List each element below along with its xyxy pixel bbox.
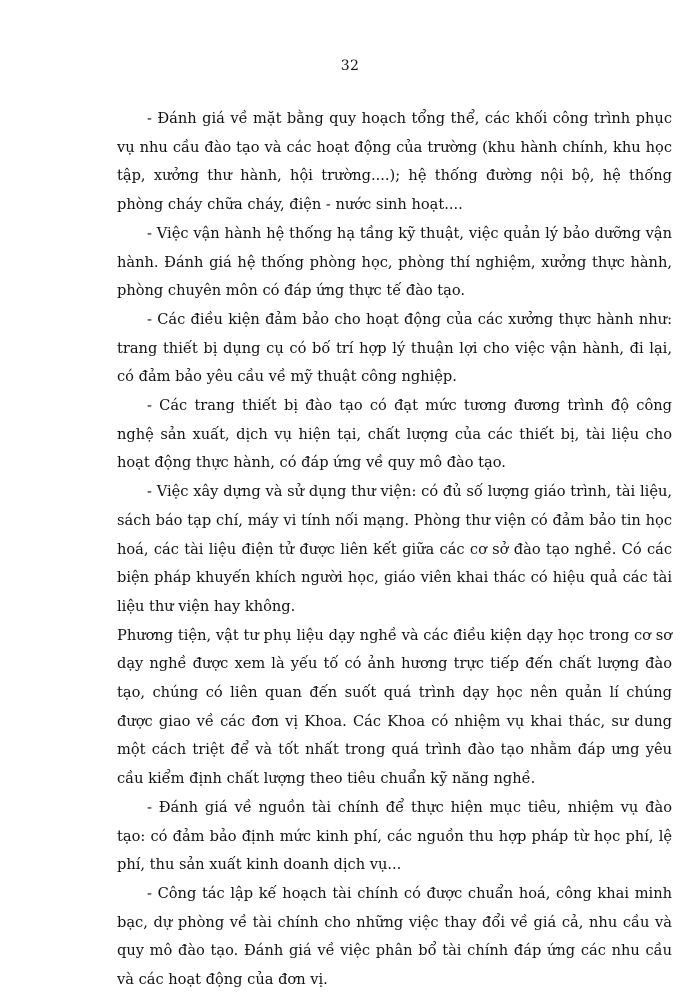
paragraph-teaching-materials: Phương tiện, vật tư phụ liệu dạy nghề và các điều kiện dạy học trong cơ sơ dạy nghề được xem là yếu tố có ảnh hương trực tiếp đến chất lượng đào tạo, chúng có liên quan đến suốt quá trình dạy học nên quản lí chúng được giao về các đơn vị Khoa. Các Khoa có nhiệm vụ khai thác, sư dung một cách triệt để và tốt nhất trong quá trình đào tạo nhằm đáp ưng yêu cầu kiểm định chất lượng theo tiêu chuẩn kỹ năng nghề. (117, 626, 672, 788)
page-number: 32 (340, 58, 360, 74)
paragraph-library: - Việc xây dựng và sử dụng thư viện: có đủ số lượng giáo trình, tài liệu, sách báo tạp chí, máy vi tính nối mạng. Phòng thư viện có đảm bảo tin học hoá, các tài liệu điện tử được liên kết giữa các cơ sở đào tạo nghề. Có các biện pháp khuyến khích người học, giáo viên khai thác có hiệu quả các tài liệu thư viện hay không. (117, 483, 672, 615)
paragraph-finance-sources: - Đánh giá về nguồn tài chính để thực hiện mục tiêu, nhiệm vụ đào tạo: có đảm bảo định mức kinh phí, các nguồn thu hợp pháp từ học phí, lệ phí, thu sản xuất kinh doanh dịch vụ... (117, 798, 672, 874)
paragraph-workshop-conditions: - Các điều kiện đảm bảo cho hoạt động của các xưởng thực hành như: trang thiết bị dụng cụ có bố trí hợp lý thuận lợi cho việc vận hành, đi lại, có đảm bảo yêu cầu về mỹ thuật công nghiệp. (117, 310, 672, 386)
paragraph-financial-planning: - Công tác lập kế hoạch tài chính có được chuẩn hoá, công khai minh bạc, dự phòng về tài chính cho những việc thay đổi về giá cả, nhu cầu và quy mô đào tạo. Đánh giá về việc phân bổ tài chính đáp ứng các nhu cầu và các hoạt động của đơn vị. (117, 884, 672, 989)
paragraph-campus-planning: - Đánh giá về mặt bằng quy hoạch tổng thể, các khối công trình phục vụ nhu cầu đào tạo và các hoạt động của trường (khu hành chính, khu học tập, xưởng thư hành, hội trường....); hệ thống đường nội bộ, hệ thống phòng cháy chữa cháy, điện - nước sinh hoạt.... (117, 110, 672, 214)
body-text (117, 105, 672, 995)
paragraph-infrastructure: - Việc vận hành hệ thống hạ tầng kỹ thuật, việc quản lý bảo dưỡng vận hành. Đánh giá hệ thống phòng học, phòng thí nghiệm, xưởng thực hành, phòng chuyên môn có đáp ứng thực tế đào tạo. (117, 224, 672, 300)
paragraph-training-equipment: - Các trang thiết bị đào tạo có đạt mức tương đương trình độ công nghệ sản xuất, dịch vụ hiện tại, chất lượng của các thiết bị, tài liệu cho hoạt động thực hành, có đáp ứng về quy mô đào tạo. (117, 397, 672, 472)
